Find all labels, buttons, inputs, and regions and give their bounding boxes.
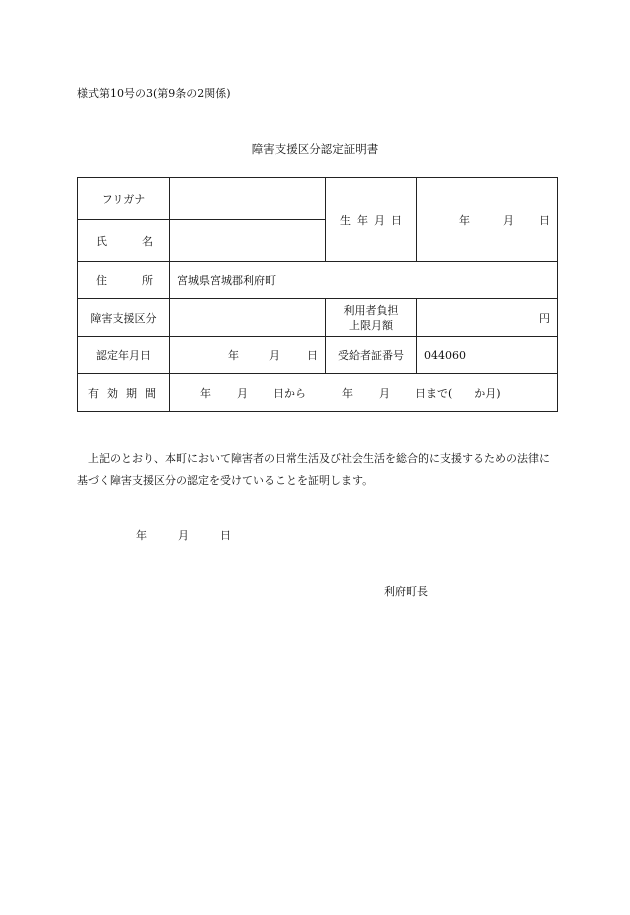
furigana-field[interactable]: [170, 178, 326, 220]
certificate-table: [77, 177, 558, 412]
validity-year-unit: 年: [200, 386, 211, 400]
validity-month-unit: 月: [237, 386, 248, 400]
certification-statement: [77, 448, 559, 492]
validity-year-unit: 年: [342, 386, 353, 400]
burden-limit-label: [326, 299, 417, 337]
issuer-title: 利府町長: [384, 585, 428, 598]
birthdate-label-char: 生: [340, 213, 351, 227]
validity-period-row: [78, 374, 558, 412]
cert-year-unit: 年: [228, 349, 239, 362]
cert-month-unit: 月: [269, 349, 280, 362]
furigana-row: [78, 178, 558, 220]
validity-period-label: [78, 374, 170, 412]
validity-label-char: 間: [145, 386, 156, 400]
birth-day-unit: 日: [539, 213, 550, 227]
yen-unit: 円: [539, 311, 550, 325]
validity-label-char: 有: [88, 386, 99, 400]
name-field[interactable]: [170, 220, 326, 262]
birthdate-label-char: 日: [391, 213, 402, 227]
recipient-number-field[interactable]: 044060: [417, 337, 558, 374]
category-field[interactable]: [170, 299, 326, 337]
validity-months-text: か月): [474, 386, 501, 400]
validity-period-field[interactable]: [170, 374, 558, 412]
birthdate-label-char: 年: [357, 213, 368, 227]
issue-date[interactable]: [136, 527, 231, 543]
recipient-number-label: 受給者証番号: [326, 337, 417, 374]
cert-day-unit: 日: [307, 349, 318, 362]
issue-day-unit: 日: [220, 529, 231, 542]
certification-statement-text: 上記のとおり、本町において障害者の日常生活及び社会生活を総合的に支援するための法律に基づく障害支援区分の認定を受けていることを証明します。: [77, 452, 550, 487]
birthdate-label: [326, 178, 417, 262]
document-title: 障害支援区分認定証明書: [251, 142, 379, 156]
name-label-char: 名: [142, 234, 153, 248]
birthdate-label-char: 月: [374, 213, 385, 227]
address-field[interactable]: 宮城県宮城郡利府町: [170, 262, 558, 299]
form-number: 様式第10号の3(第9条の2関係): [77, 87, 231, 100]
certification-date-label: 認定年月日: [78, 337, 170, 374]
address-row: [78, 262, 558, 299]
furigana-label: フリガナ: [78, 178, 170, 220]
burden-limit-label-line1: 利用者負担: [343, 303, 399, 317]
burden-limit-label-line2: 上限月額: [349, 318, 393, 332]
validity-until-text: 日まで(: [415, 386, 453, 400]
issue-year-unit: 年: [136, 529, 147, 542]
validity-month-unit: 月: [379, 386, 390, 400]
issue-month-unit: 月: [178, 529, 189, 542]
address-label-char: 所: [142, 274, 153, 287]
certification-date-field[interactable]: [170, 337, 326, 374]
name-label: [78, 220, 170, 262]
category-label: 障害支援区分: [78, 299, 170, 337]
validity-label-char: 効: [107, 386, 118, 400]
certification-date-row: [78, 337, 558, 374]
address-label-char: 住: [96, 274, 107, 287]
address-label: [78, 262, 170, 299]
birth-month-unit: 月: [503, 213, 514, 227]
birth-year-unit: 年: [459, 213, 470, 227]
birthdate-field[interactable]: [417, 178, 558, 262]
category-row: [78, 299, 558, 337]
burden-limit-field[interactable]: [417, 299, 558, 337]
validity-label-char: 期: [126, 386, 137, 400]
name-label-char: 氏: [96, 234, 107, 248]
validity-from-text: 日から: [273, 386, 306, 400]
